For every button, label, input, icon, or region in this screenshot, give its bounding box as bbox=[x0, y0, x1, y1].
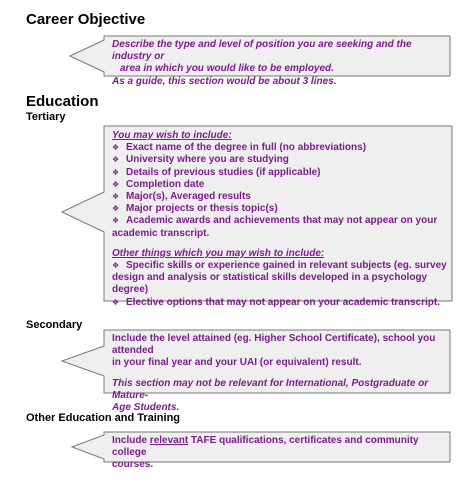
diamond-bullet-icon: ❖ bbox=[112, 297, 120, 307]
diamond-bullet-icon: ❖ bbox=[112, 261, 120, 271]
secondary-heading: Secondary bbox=[26, 319, 83, 331]
career-objective-guidance bbox=[112, 39, 446, 88]
career-line-3: As a guide, this section would be about 3 lines. bbox=[112, 75, 337, 87]
career-line-1: Describe the type and level of position you are seeking and the industry or bbox=[112, 39, 412, 63]
education-heading: Education bbox=[26, 93, 99, 110]
relevant-emphasis: relevant bbox=[149, 435, 189, 446]
include-heading: You may wish to include: bbox=[112, 130, 232, 141]
other-training-line-2: courses. bbox=[112, 459, 154, 471]
diamond-bullet-icon: ❖ bbox=[112, 179, 120, 189]
diamond-bullet-icon: ❖ bbox=[112, 216, 120, 226]
include-item: ❖ Major(s), Averaged results bbox=[112, 191, 251, 203]
other-item: ❖ Elective options that may not appear on your academic transcript. bbox=[112, 296, 440, 308]
other-item: ❖ Specific skills or experience gained in relevant subjects (eg. survey bbox=[112, 260, 447, 272]
other-item-continuation: design and analysis or statistical skills developed in a psychology degree) bbox=[112, 272, 428, 296]
other-things-heading: Other things which you may wish to include: bbox=[112, 247, 325, 259]
career-line-2: area in which you would like to be employed. bbox=[120, 63, 334, 75]
include-item: ❖ Exact name of the degree in full (no abbreviations) bbox=[112, 142, 367, 154]
other-training-guidance bbox=[112, 435, 446, 472]
diamond-bullet-icon: ❖ bbox=[112, 143, 120, 153]
diamond-bullet-icon: ❖ bbox=[112, 155, 120, 165]
include-item: ❖ Details of previous studies (if applicable) bbox=[112, 166, 321, 178]
secondary-guidance bbox=[112, 333, 446, 414]
include-item: ❖ University where you are studying bbox=[112, 154, 289, 166]
include-item-continuation: academic transcript. bbox=[112, 227, 210, 239]
other-training-line-1: Include relevant TAFE qualifications, certificates and community college bbox=[112, 435, 419, 459]
include-item: ❖ Major projects or thesis topic(s) bbox=[112, 203, 278, 215]
secondary-line-1: Include the level attained (eg. Higher School Certificate), school you attended bbox=[112, 333, 436, 357]
include-item: ❖ Completion date bbox=[112, 178, 205, 190]
secondary-line-2: in your final year and your UAI (or equivalent) result. bbox=[112, 357, 362, 369]
diamond-bullet-icon: ❖ bbox=[112, 204, 120, 214]
career-objective-heading: Career Objective bbox=[26, 11, 146, 28]
secondary-note-line-2: Age Students. bbox=[112, 402, 180, 414]
tertiary-guidance bbox=[112, 130, 448, 309]
secondary-note-line-1: This section may not be relevant for International, Postgraduate or Mature- bbox=[112, 377, 429, 401]
diamond-bullet-icon: ❖ bbox=[112, 192, 120, 202]
include-item: ❖ Academic awards and achievements that may not appear on your bbox=[112, 215, 438, 227]
other-training-heading: Other Education and Training bbox=[26, 412, 181, 424]
tertiary-heading: Tertiary bbox=[26, 111, 66, 123]
diamond-bullet-icon: ❖ bbox=[112, 167, 120, 177]
